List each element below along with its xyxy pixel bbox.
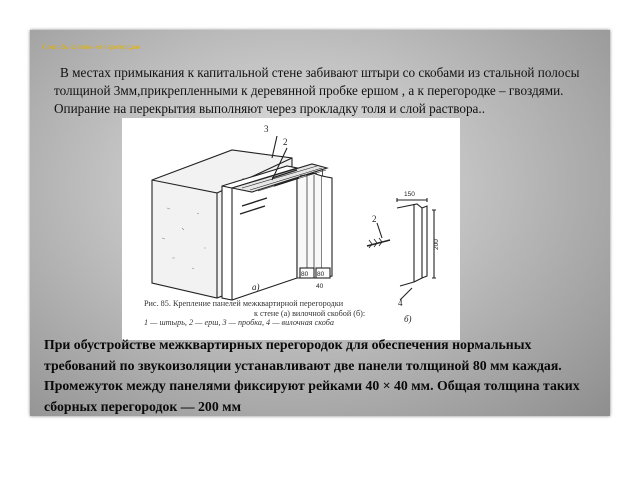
caption-line-1: Рис. 85. Крепление панелей межквартирной перегородки: [144, 299, 344, 308]
dim-150: 150: [404, 191, 415, 198]
figure-image: [122, 118, 460, 340]
caption-line-2: к стене (а) вилочной скобой (б):: [254, 308, 366, 318]
caption-line-3: 1 — штырь, 2 — ерш, 3 — пробка, 4 — вилочная скоба: [144, 318, 334, 328]
label-4: 4: [398, 298, 403, 308]
label-2b: 2: [372, 214, 377, 224]
dim-40: 40: [316, 283, 324, 290]
dim-80-b: 80: [317, 271, 325, 278]
intro-paragraph: В местах примыкания к капитальной стене забивают штыри со скобами из стальной полосы толщиной 3мм,прикрепленными к деревянной пробке ершом , а к перегородке – гвоздями. Опирание на перекрытия выполняют через прокладку толя и слой раствора..: [54, 65, 580, 116]
figure-caption: [144, 299, 454, 328]
label-3: 3: [264, 124, 269, 134]
label-a: а): [252, 282, 260, 292]
label-2: 2: [283, 137, 288, 147]
label-1: 1: [320, 168, 325, 178]
dim-200: 200: [433, 239, 440, 250]
slide-title: Способы крепления перегородок: [42, 45, 141, 51]
slide: [30, 30, 610, 416]
dim-80-a: 80: [301, 271, 309, 278]
main-paragraph: При обустройстве межквартирных перегородок для обеспечения нормальных требований по звукоизоляции устанавливают две панели толщиной 80 мм каждая. Промежуток между панелями фиксируют рейками 40 × 40 мм. Общая толщина таких сборных перегородок — 200 мм: [44, 337, 580, 414]
label-b: б): [404, 314, 412, 324]
